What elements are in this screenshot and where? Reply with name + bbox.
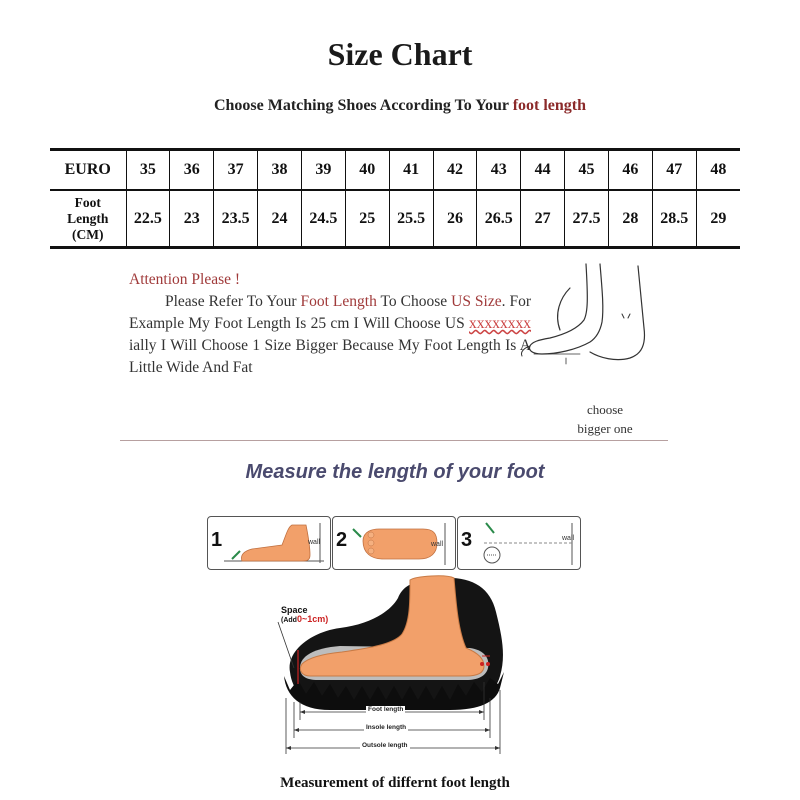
space-label (281, 606, 328, 625)
wall-label: wall (562, 535, 575, 542)
ruler-icon (476, 521, 580, 567)
page-subtitle (0, 97, 800, 115)
euro-cell: 43 (477, 150, 521, 191)
foot-length-cell: 26.5 (477, 190, 521, 248)
foot-label-line: Foot (74, 194, 101, 210)
note-text: ially I Will Choose 1 Size Bigger Because My Foot Length Is A Little Wide And Fat (129, 337, 531, 376)
subtitle-highlight: foot length (512, 97, 587, 114)
attention-note (129, 269, 531, 379)
step-number: 1 (211, 529, 223, 551)
note-redacted: xxxxxxxx (469, 315, 531, 332)
foot-length-cell: 22.5 (126, 190, 170, 248)
note-highlight: Foot Length (300, 293, 377, 310)
size-table (50, 148, 740, 249)
euro-cell: 38 (258, 150, 302, 191)
space-add-text: (Add (281, 617, 297, 624)
foot-length-cell: 25.5 (389, 190, 433, 248)
euro-cell: 48 (696, 150, 740, 191)
note-text: To Choose (376, 293, 452, 310)
attention-heading: Attention Please ! (129, 271, 241, 288)
measure-step-1 (207, 516, 331, 570)
step-number: 2 (336, 529, 348, 551)
foot-length-cell: 28 (608, 190, 652, 248)
euro-cell: 36 (170, 150, 214, 191)
foot-length-cell: 24.5 (301, 190, 345, 248)
note-text: . For Example My Foot Length Is 25 cm I Will Choose US (129, 293, 531, 332)
space-range: 0~1cm) (296, 614, 329, 624)
step-number: 3 (461, 529, 473, 551)
foot-length-cell: 24 (258, 190, 302, 248)
euro-cell: 37 (214, 150, 258, 191)
euro-cell: 40 (345, 150, 389, 191)
foot-length-dimension-label: Foot length (368, 706, 404, 713)
insole-length-dimension-label: Insole length (366, 724, 407, 731)
foot-length-cell: 29 (710, 209, 727, 227)
euro-cell: 44 (521, 150, 565, 191)
choose-bigger-label (566, 400, 644, 438)
section-divider (120, 440, 668, 441)
foot-sketch-illustration (520, 258, 660, 378)
foot-length-cell: 23.5 (214, 190, 258, 248)
choose-line: bigger one (577, 421, 633, 436)
foot-label-line: Length (67, 210, 109, 226)
foot-length-cell: 28.5 (652, 190, 696, 248)
space-text: Space (281, 605, 308, 615)
note-text: Please Refer To Your (165, 293, 301, 310)
foot-length-cell: 27.5 (565, 190, 609, 248)
foot-length-cell: 25 (345, 190, 389, 248)
euro-cell: 46 (608, 150, 652, 191)
foot-length-row (50, 190, 740, 248)
choose-line: choose (586, 402, 624, 417)
euro-cell: 39 (301, 150, 345, 191)
foot-length-header (50, 190, 126, 248)
wall-label: wall (431, 541, 444, 548)
measure-step-2 (332, 516, 456, 570)
diagram-caption: Measurement of differnt foot length (280, 775, 510, 791)
euro-cell: 47 (652, 150, 696, 191)
euro-cell: 41 (389, 150, 433, 191)
foot-length-cell: 27 (521, 190, 565, 248)
outsole-length-dimension-label: Outsole length (362, 742, 408, 749)
euro-row (50, 150, 740, 191)
measure-heading: Measure the length of your foot (245, 461, 545, 483)
wall-label: wall (308, 539, 321, 546)
euro-header: EURO (50, 150, 126, 191)
foot-length-cell: 23 (170, 190, 214, 248)
euro-cell: 35 (126, 150, 170, 191)
foot-label-line: (CM) (72, 226, 104, 242)
measure-step-3 (457, 516, 581, 570)
subtitle-text: Choose Matching Shoes According To Your (213, 97, 513, 114)
euro-cell: 45 (565, 150, 609, 191)
shoe-diagram (270, 572, 530, 762)
note-highlight: US Size (451, 293, 502, 310)
foot-length-cell: 26 (433, 190, 477, 248)
euro-cell: 42 (433, 150, 477, 191)
page-title: Size Chart (327, 36, 473, 72)
